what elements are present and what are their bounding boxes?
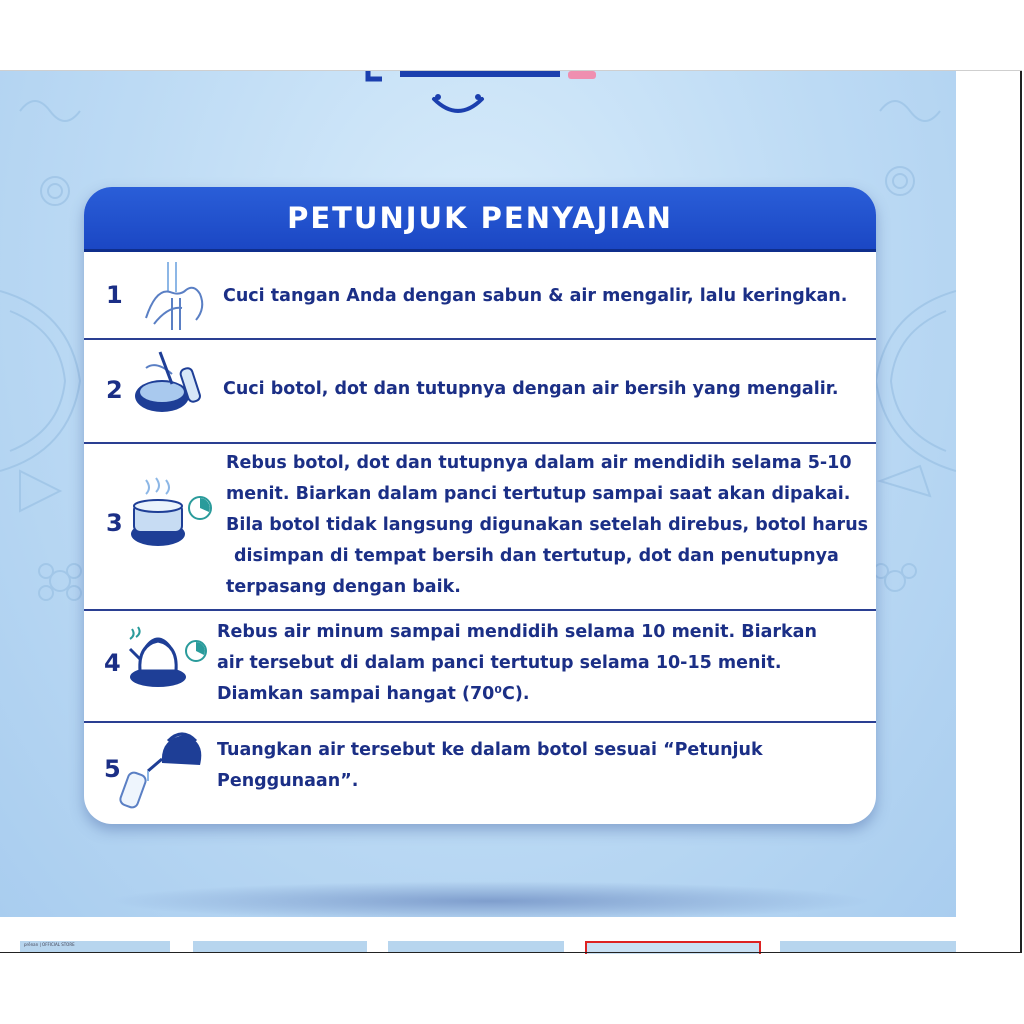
step-text: Cuci tangan Anda dengan sabun & air mengalir, lalu keringkan.	[223, 286, 848, 306]
step-text: Rebus air minum sampai mendidih selama 10 menit. Biarkan air tersebut di dalam panci tertutup selama 10-15 menit. Diamkan sampai hangat (70⁰C).	[217, 622, 817, 704]
card-shadow	[105, 881, 875, 917]
window-right-border	[1020, 71, 1022, 953]
pouring-kettle-icon	[118, 729, 208, 811]
brand-logo	[360, 71, 600, 131]
step-number: 5	[104, 755, 121, 783]
card-title: PETUNJUK PENYAJIAN	[287, 201, 673, 235]
kettle-icon	[124, 625, 210, 691]
thumbnail-3[interactable]	[388, 941, 564, 952]
step-4	[84, 611, 876, 723]
step-text: Tuangkan air tersebut ke dalam botol sesuai “Petunjuk Penggunaan”.	[217, 740, 763, 791]
thumbnail-caption: prēnan | OFFICIAL STORE	[24, 942, 75, 947]
thumbnail-2[interactable]	[193, 941, 367, 952]
step-number: 1	[106, 281, 123, 309]
step-text: Cuci botol, dot dan tutupnya dengan air bersih yang mengalir.	[223, 379, 839, 399]
step-5	[84, 723, 876, 824]
step-number: 2	[106, 376, 123, 404]
step-number: 4	[104, 649, 121, 677]
product-image-viewer	[0, 71, 956, 917]
hands-washing-icon	[136, 258, 212, 334]
step-text: Rebus botol, dot dan tutupnya dalam air mendidih selama 5-10 menit. Biarkan dalam panci tertutup sampai saat akan dipakai. Bila botol tidak langsung digunakan setelah direbus, botol harus disimpan di tempat bersih dan tertutup, dot dan penutupnya terpasang dengan baik.	[226, 453, 869, 597]
boiling-pot-icon	[128, 476, 214, 552]
step-1	[84, 252, 876, 340]
step-2	[84, 340, 876, 444]
window-bottom-border	[0, 952, 1022, 953]
instructions-card	[84, 187, 876, 824]
card-header	[84, 187, 876, 252]
thumbnail-1[interactable]	[20, 941, 170, 952]
step-3	[84, 444, 876, 611]
step-number: 3	[106, 509, 123, 537]
thumbnail-5[interactable]	[780, 941, 956, 952]
thumbnail-strip	[0, 917, 956, 952]
page-margin	[956, 71, 1024, 953]
bottle-washing-icon	[132, 344, 212, 424]
